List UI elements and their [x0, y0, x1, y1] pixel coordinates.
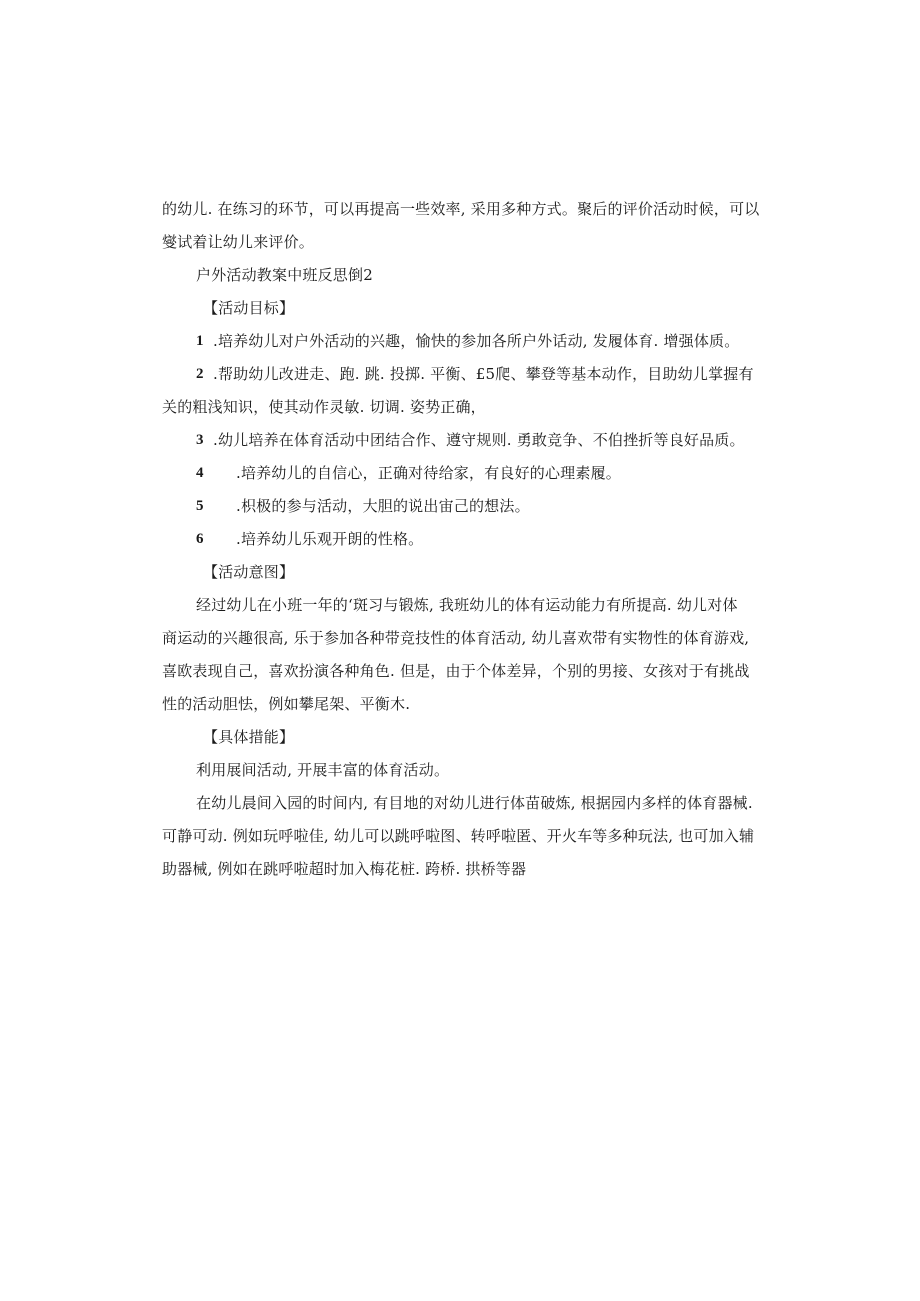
measures-line-4: 助器械, 例如在跳呼啦超时加入梅花桩. 跨桥. 拱桥等器	[162, 860, 527, 878]
goal-text: .培养幼儿乐观开朗的性格。	[236, 530, 424, 548]
goal-text: .培养幼儿对户外活动的兴趣，愉快的参加各所户外话动, 发履体育. 增强体质。	[213, 332, 740, 350]
heading-goals: 【活动目标】	[203, 299, 295, 317]
goal-number: 2	[196, 366, 204, 382]
measures-line-1: 利用展间活动, 开展丰富的体育活动。	[196, 761, 450, 779]
intent-line-1: 经过幼儿在小班一年的‘斑习与锻炼, 我班幼儿的体有运动能力有所提高. 幼儿对体	[196, 596, 738, 614]
goal-text: .枳极的参与活动，大胆的说出宙己的想法。	[236, 497, 530, 515]
heading-intent: 【活动意图】	[203, 563, 295, 581]
intro-line-1: 的幼儿. 在练习的环节，可以再提高一些效率, 采用多种方式。聚后的评价活动时候，可以	[162, 200, 760, 218]
measures-line-2: 在幼儿晨间入园的时间内, 有目地的对幼儿进行体苗破炼, 根据园内多样的体育器械.	[196, 794, 753, 812]
goal-text: .帮助幼儿改进走、跑. 跳. 投掷. 平衡、£5爬、攀登等基本动作，目助幼儿掌握有	[213, 365, 754, 383]
intent-line-3: 喜欧表现自己，喜欢扮演各种角色. 但是，由于个体差异，个别的男接、女孩对于有挑战	[162, 662, 750, 680]
intent-line-2: 商运动的兴趣很高, 乐于参加各种带竞技性的体育活动, 幼儿喜欢带有实物性的体育游戏,	[162, 629, 750, 647]
goal-number: 6	[196, 531, 204, 547]
heading-measures: 【具体措能】	[203, 728, 295, 746]
goal-text-continued: 关的粗浅知识，使其动作灵敏. 切调. 姿势正确，	[162, 398, 486, 416]
goal-number: 3	[196, 432, 204, 448]
goal-number: 1	[196, 333, 204, 349]
section-title: 户外活动教案中班反思倒2	[196, 266, 373, 284]
goal-text: .幼儿培养在体育活动中团结合作、遵守规则. 勇敢竞争、不伯挫折等良好品质。	[213, 431, 745, 449]
goal-text: .培养幼儿的自信心，正确对待给家，有良好的心理素履。	[236, 464, 621, 482]
intent-line-4: 性的活动胆怯，例如攀尾架、平衡木.	[162, 695, 411, 713]
goal-number: 4	[196, 465, 204, 481]
intro-line-2: 燮试着让幼儿来评价。	[162, 233, 315, 251]
goal-number: 5	[196, 498, 204, 514]
measures-line-3: 可静可动. 例如玩呼啦佳, 幼儿可以跳呼啦图、转呼啦匿、开火车等多种玩法, 也可加入辅	[162, 827, 755, 845]
